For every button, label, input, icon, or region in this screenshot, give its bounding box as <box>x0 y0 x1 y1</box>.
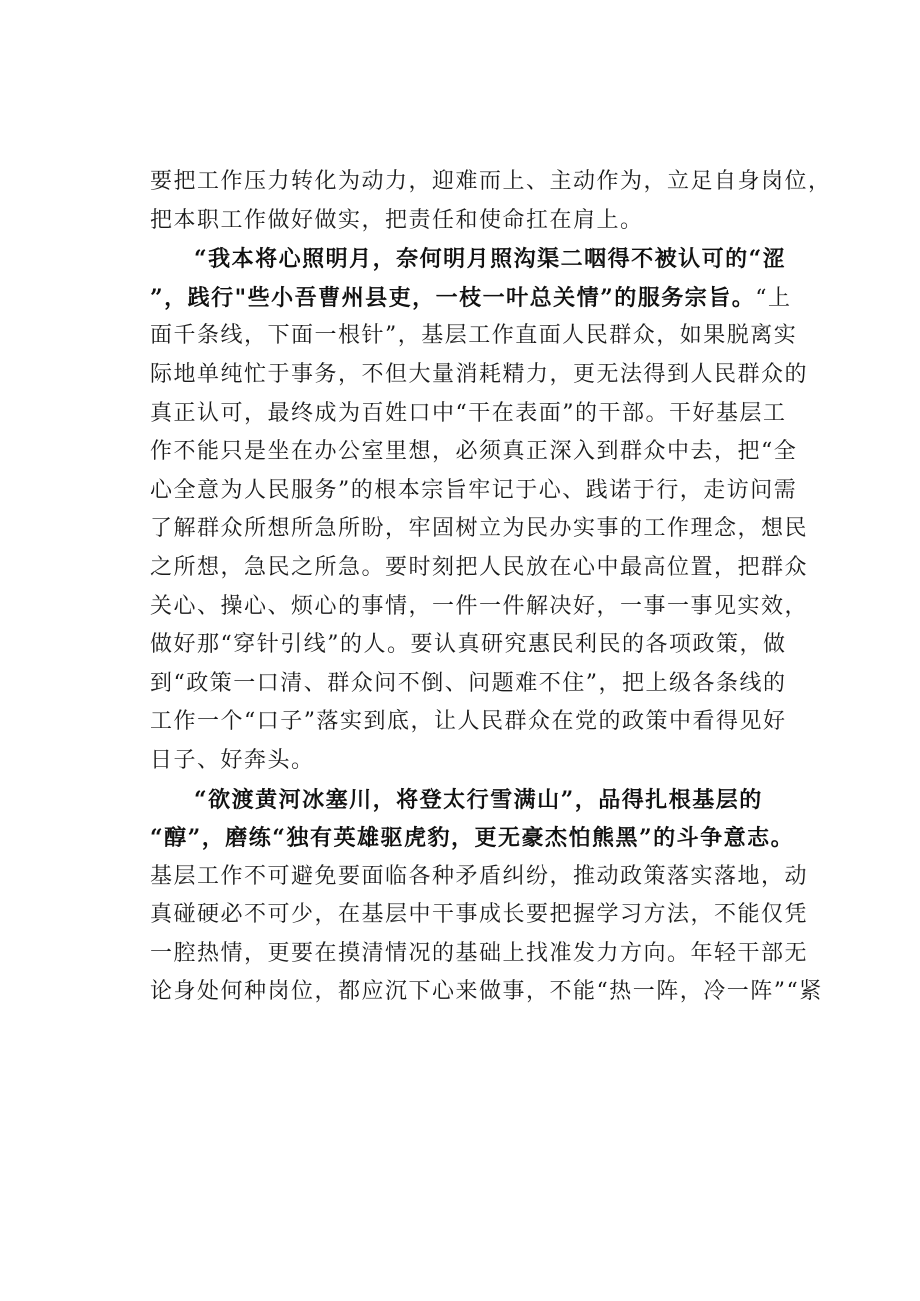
text-line: 论身处何种岗位，都应沉下心来做事，不能“热一阵，冷一阵”“紧 <box>150 979 823 1005</box>
text-line: 了解群众所想所急所盼，牢固树立为民办实事的工作理念，想民 <box>150 516 809 542</box>
bold-heading-line: “我本将心照明月，奈何明月照沟渠二咽得不被认可的“涩 <box>194 246 787 273</box>
text-line: 心全意为人民服务”的根本宗旨牢记于心、践诺于行，走访问需 <box>150 477 798 503</box>
text-line: 关心、操心、烦心的事情，一件一件解决好，一事一事见实效， <box>150 593 809 619</box>
text-line: 到“政策一口清、群众问不倒、问题难不住”，把上级各条线的 <box>150 670 787 696</box>
text-line: 要把工作压力转化为动力，迎难而上、主动作为，立足自身岗位， <box>150 169 832 194</box>
text-line: 真碰硬必不可少，在基层中干事成长要把握学习方法，不能仅凭 <box>150 902 809 928</box>
text-line: 际地单纯忙于事务，不但大量消耗精力，更无法得到人民群众的 <box>150 361 809 387</box>
text-line: 做好那“穿针引线”的人。要认真研究惠民利民的各项政策，做 <box>150 632 787 658</box>
text-line: 一腔热情，更要在摸清情况的基础上找准发力方向。年轻干部无 <box>150 940 809 966</box>
text-line: 基层工作不可避免要面临各种矛盾纠纷，推动政策落实落地，动 <box>150 863 809 889</box>
text-span: “上 <box>755 285 792 311</box>
text-line: 之所想，急民之所急。要时刻把人民放在心中最高位置，把群众 <box>150 554 809 580</box>
text-line: 作不能只是坐在办公室里想，必须真正深入到群众中去，把“全 <box>150 439 798 465</box>
bold-heading-line: “醇”，磨练“独有英雄驱虎豹，更无豪杰怕熊黑”的斗争意志。 <box>150 825 795 852</box>
text-line: 把本职工作做好做实，把责任和使命扛在肩上。 <box>150 207 644 233</box>
mixed-line <box>150 279 810 318</box>
text-line: 工作一个“口子”落实到底，让人民群众在党的政策中看得见好 <box>150 709 787 735</box>
body-text <box>150 163 832 1012</box>
text-line: 真正认可，最终成为百姓口中“干在表面”的干部。干好基层工 <box>150 400 787 426</box>
text-line: 面千条线，下面一根针”，基层工作直面人民群众，如果脱离实 <box>150 323 798 349</box>
bold-heading-line: “欲渡黄河冰塞川，将登太行雪满山”，品得扎根基层的 <box>194 786 763 813</box>
bold-heading-span: ”，践行"些小吾曹州县吏，一枝一叶总关情”的服务宗旨。 <box>150 284 756 311</box>
text-line: 日子、好奔头。 <box>150 747 315 773</box>
